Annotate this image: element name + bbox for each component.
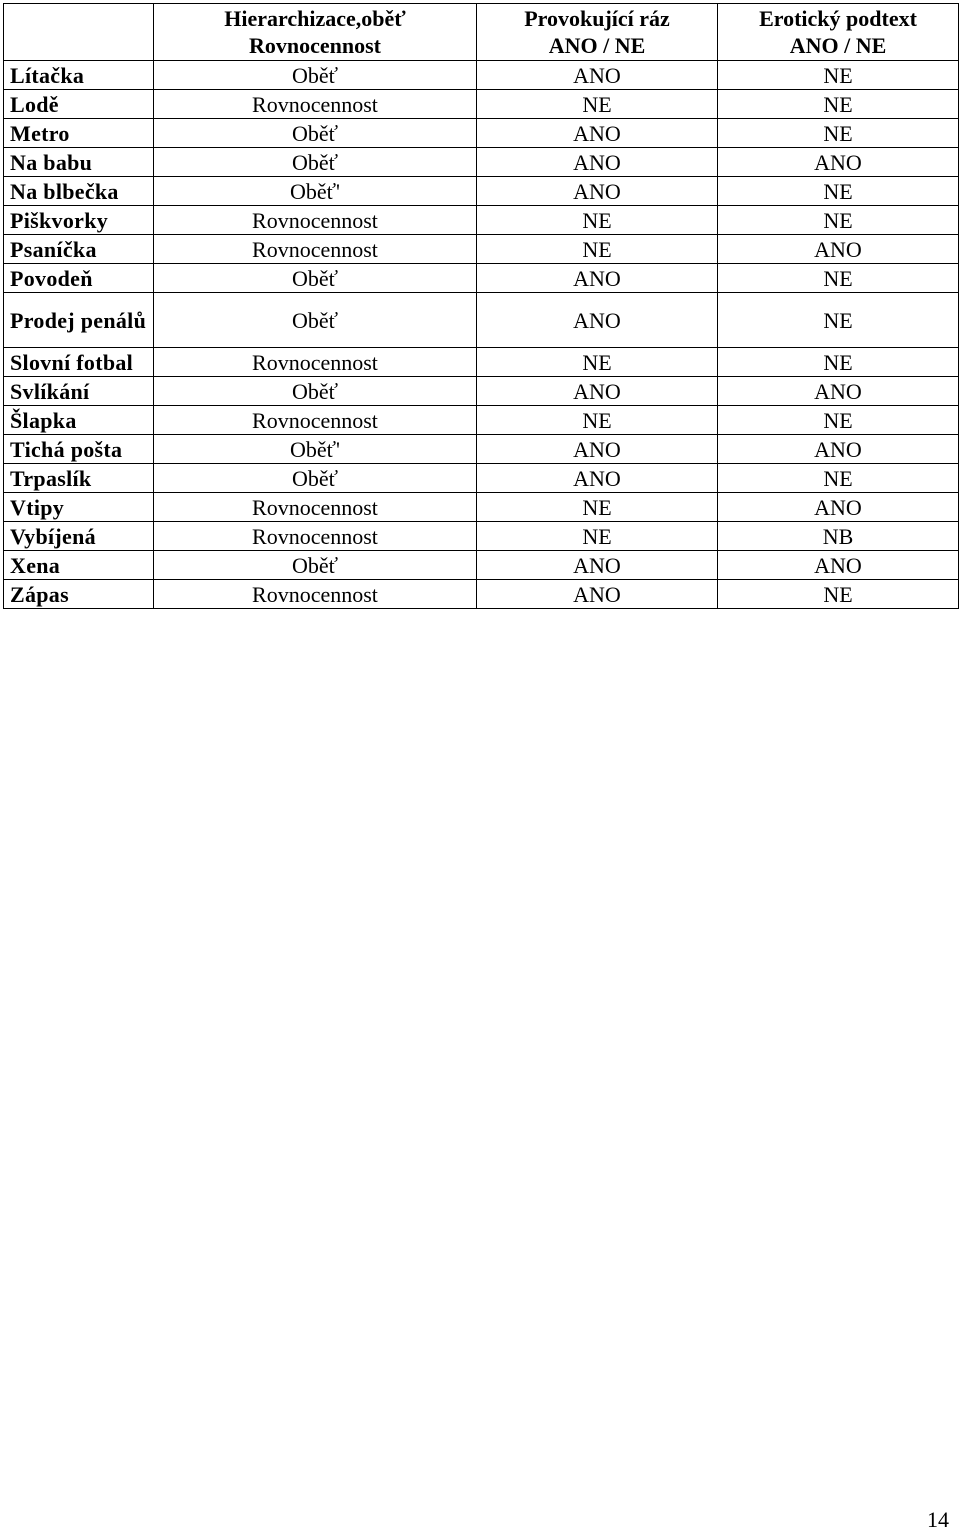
game-name-cell: Vybíjená [4,522,154,551]
game-name-cell: Metro [4,119,154,148]
table-row [4,90,959,119]
erotic-cell: ANO [718,377,959,406]
hierarchy-cell: Oběť [154,464,477,493]
hierarchy-cell: Oběť [154,148,477,177]
erotic-cell: NB [718,522,959,551]
game-name-cell: Lítačka [4,61,154,90]
game-name-cell: Lodě [4,90,154,119]
provocative-cell: ANO [477,551,718,580]
erotic-cell: ANO [718,148,959,177]
erotic-cell: NE [718,348,959,377]
header-erotic-line2: ANO / NE [789,33,887,58]
header-row [4,4,959,61]
game-name-cell: Svlíkání [4,377,154,406]
erotic-cell: NE [718,61,959,90]
erotic-cell: NE [718,293,959,348]
game-name-cell: Xena [4,551,154,580]
hierarchy-cell: Rovnocennost [154,580,477,609]
game-name-cell: Tichá pošta [4,435,154,464]
hierarchy-cell: Oběť [154,293,477,348]
header-provocative-line2: ANO / NE [548,33,646,58]
games-table [3,3,959,609]
erotic-cell: ANO [718,235,959,264]
table-row [4,264,959,293]
hierarchy-cell: Oběť [154,551,477,580]
table-body [4,61,959,609]
provocative-cell: NE [477,522,718,551]
erotic-cell: NE [718,406,959,435]
provocative-cell: NE [477,348,718,377]
erotic-cell: ANO [718,551,959,580]
table-row [4,522,959,551]
game-name-cell: Prodej penálů [4,293,154,348]
game-name-cell: Psaníčka [4,235,154,264]
hierarchy-cell: Rovnocennost [154,406,477,435]
header-cell-provocative [477,4,718,61]
hierarchy-cell: Oběť [154,61,477,90]
table-row [4,293,959,348]
hierarchy-cell: Oběť [154,264,477,293]
table-row [4,348,959,377]
hierarchy-cell: Rovnocennost [154,206,477,235]
table-row [4,551,959,580]
header-cell-name [4,4,154,61]
table-row [4,177,959,206]
provocative-cell: ANO [477,580,718,609]
game-name-cell: Na blbečka [4,177,154,206]
provocative-cell: ANO [477,148,718,177]
erotic-cell: NE [718,206,959,235]
game-name-cell: Slovní fotbal [4,348,154,377]
provocative-cell: NE [477,206,718,235]
table-row [4,148,959,177]
header-cell-erotic [718,4,959,61]
erotic-cell: NE [718,580,959,609]
table-row [4,119,959,148]
erotic-cell: NE [718,90,959,119]
game-name-cell: Šlapka [4,406,154,435]
erotic-cell: NE [718,177,959,206]
erotic-cell: ANO [718,493,959,522]
hierarchy-cell: Rovnocennost [154,90,477,119]
table-header [4,4,959,61]
game-name-cell: Na babu [4,148,154,177]
game-name-cell: Zápas [4,580,154,609]
table-row [4,206,959,235]
provocative-cell: ANO [477,119,718,148]
erotic-cell: NE [718,464,959,493]
hierarchy-cell: Oběť [154,119,477,148]
provocative-cell: NE [477,90,718,119]
table-row [4,580,959,609]
hierarchy-cell: Rovnocennost [154,235,477,264]
table-row [4,377,959,406]
provocative-cell: NE [477,406,718,435]
provocative-cell: ANO [477,293,718,348]
provocative-cell: ANO [477,435,718,464]
header-hierarchy-line2: Rovnocennost [248,33,381,58]
hierarchy-cell: Rovnocennost [154,348,477,377]
erotic-cell: ANO [718,435,959,464]
provocative-cell: NE [477,235,718,264]
provocative-cell: ANO [477,177,718,206]
table-row [4,235,959,264]
hierarchy-cell: Rovnocennost [154,493,477,522]
header-cell-hierarchy [154,4,477,61]
game-name-cell: Trpaslík [4,464,154,493]
table-row [4,406,959,435]
hierarchy-cell: Oběť [154,377,477,406]
table-row [4,464,959,493]
header-hierarchy-line1: Hierarchizace,oběť [224,6,406,31]
table-row [4,493,959,522]
provocative-cell: NE [477,493,718,522]
header-provocative-line1: Provokující ráz [524,6,670,31]
game-name-cell: Piškvorky [4,206,154,235]
header-erotic-line1: Erotický podtext [759,6,917,31]
hierarchy-cell: Oběť' [154,177,477,206]
provocative-cell: ANO [477,377,718,406]
provocative-cell: ANO [477,61,718,90]
provocative-cell: ANO [477,264,718,293]
table-row [4,435,959,464]
table-row [4,61,959,90]
hierarchy-cell: Oběť' [154,435,477,464]
page-number: 14 [927,1507,949,1532]
provocative-cell: ANO [477,464,718,493]
game-name-cell: Povodeň [4,264,154,293]
game-name-cell: Vtipy [4,493,154,522]
erotic-cell: NE [718,119,959,148]
erotic-cell: NE [718,264,959,293]
hierarchy-cell: Rovnocennost [154,522,477,551]
